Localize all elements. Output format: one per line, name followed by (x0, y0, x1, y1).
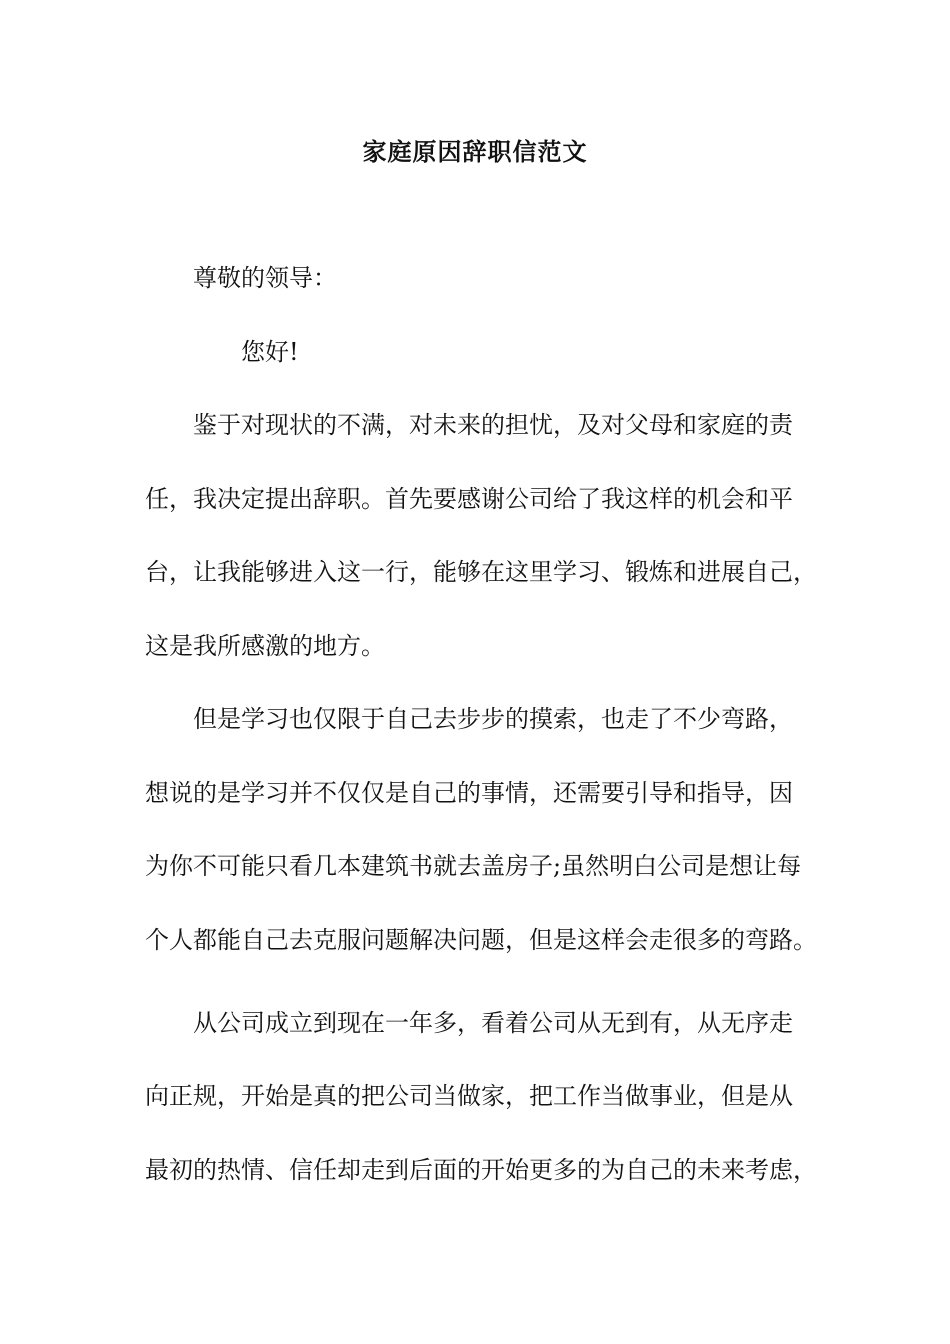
body-line: 个人都能自己去克服问题解决问题，但是这样会走很多的弯路。 (145, 926, 817, 954)
body-line: 向正规，开始是真的把公司当做家，把工作当做事业，但是从 (145, 1082, 793, 1110)
salutation: 尊敬的领导： (193, 264, 337, 292)
body-line: 最初的热情、信任却走到后面的开始更多的为自己的未来考虑， (145, 1156, 817, 1184)
greeting: 您好! (241, 338, 299, 366)
body-line: 为你不可能只看几本建筑书就去盖房子;虽然明白公司是想让每 (145, 852, 802, 880)
body-line: 但是学习也仅限于自己去步步的摸索，也走了不少弯路， (193, 705, 793, 733)
body-line: 这是我所感激的地方。 (145, 632, 385, 660)
body-line: 任，我决定提出辞职。首先要感谢公司给了我这样的机会和平 (145, 485, 793, 513)
document-title: 家庭原因辞职信范文 (362, 137, 588, 166)
body-line: 从公司成立到现在一年多，看着公司从无到有，从无序走 (193, 1009, 793, 1037)
body-line: 想说的是学习并不仅仅是自己的事情，还需要引导和指导，因 (145, 779, 793, 807)
body-line: 鉴于对现状的不满，对未来的担忧，及对父母和家庭的责 (193, 411, 793, 439)
body-line: 台，让我能够进入这一行，能够在这里学习、锻炼和进展自己， (145, 558, 817, 586)
